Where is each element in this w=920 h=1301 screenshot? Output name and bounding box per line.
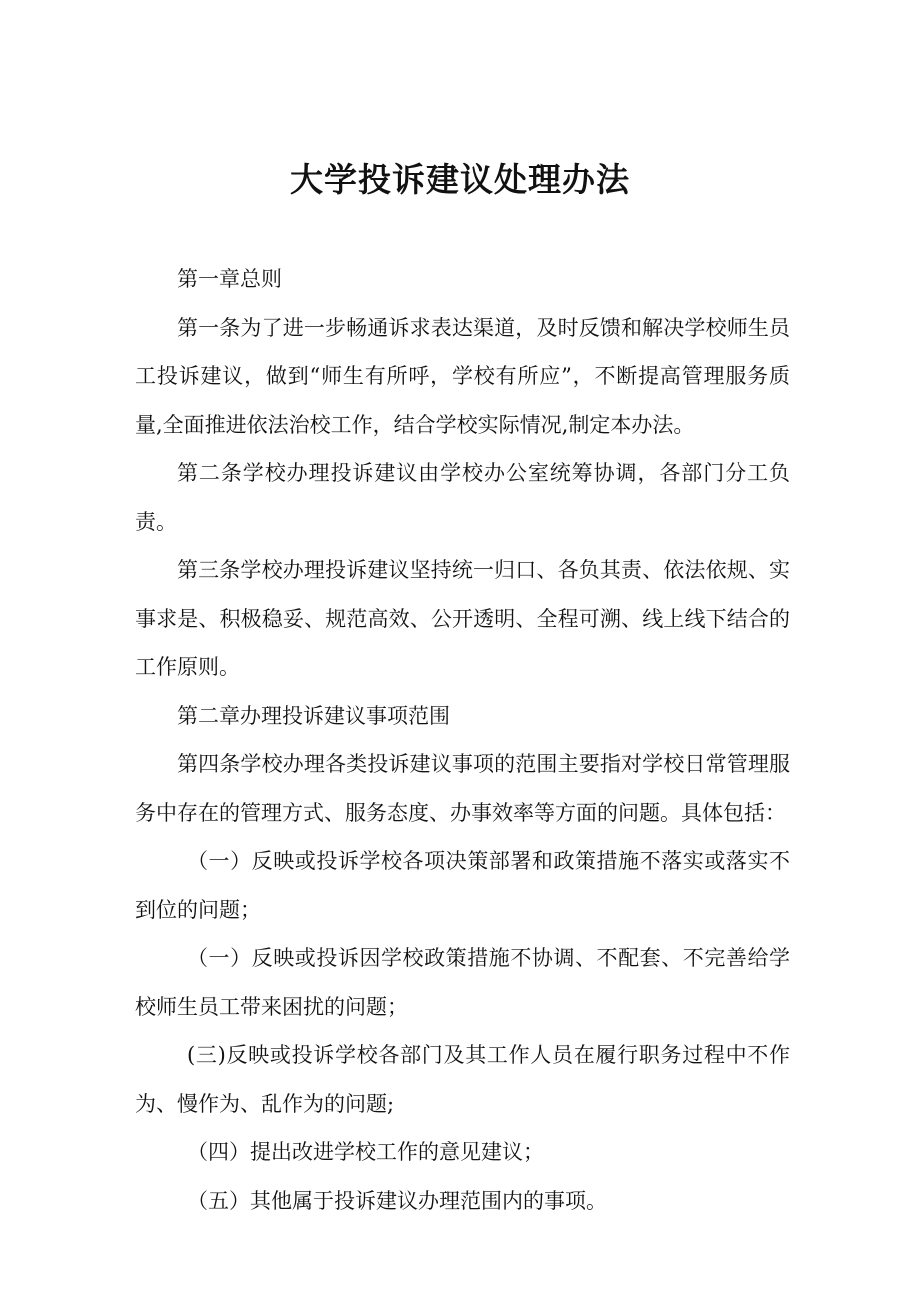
list-item-3: (三)反映或投诉学校各部门及其工作人员在履行职务过程中不作为、慢作为、乱作为的问题; xyxy=(135,1043,790,1116)
article-3: 第三条学校办理投诉建议坚持统一归口、各负其责、依法依规、实事求是、积极稳妥、规范高效、公开透明、全程可溯、线上线下结合的工作原则。 xyxy=(135,558,790,679)
article-2: 第二条学校办理投诉建议由学校办公室统筹协调，各部门分工负责。 xyxy=(135,461,790,534)
list-item-2: （一）反映或投诉因学校政策措施不协调、不配套、不完善给学校师生员工带来困扰的问题； xyxy=(135,946,790,1019)
article-1: 第一条为了进一步畅通诉求表达渠道，及时反馈和解决学校师生员工投诉建议，做到“师生有所呼，学校有所应”，不断提高管理服务质量,全面推进依法治校工作，结合学校实际情况,制定本办法。 xyxy=(135,315,790,437)
chapter-heading-1: 第一章总则 xyxy=(177,267,282,291)
list-item-4: （四）提出改进学校工作的意见建议； xyxy=(187,1140,544,1164)
list-item-1: （一）反映或投诉学校各项决策部署和政策措施不落实或落实不到位的问题； xyxy=(135,849,790,922)
list-item-5: （五）其他属于投诉建议办理范围内的事项。 xyxy=(187,1188,607,1213)
article-4: 第四条学校办理各类投诉建议事项的范围主要指对学校日常管理服务中存在的管理方式、服务态度、办事效率等方面的问题。具体包括： xyxy=(135,752,790,825)
document-title: 大学投诉建议处理办法 xyxy=(290,160,630,199)
chapter-heading-2: 第二章办理投诉建议事项范围 xyxy=(177,703,450,728)
document-body xyxy=(135,255,790,1225)
